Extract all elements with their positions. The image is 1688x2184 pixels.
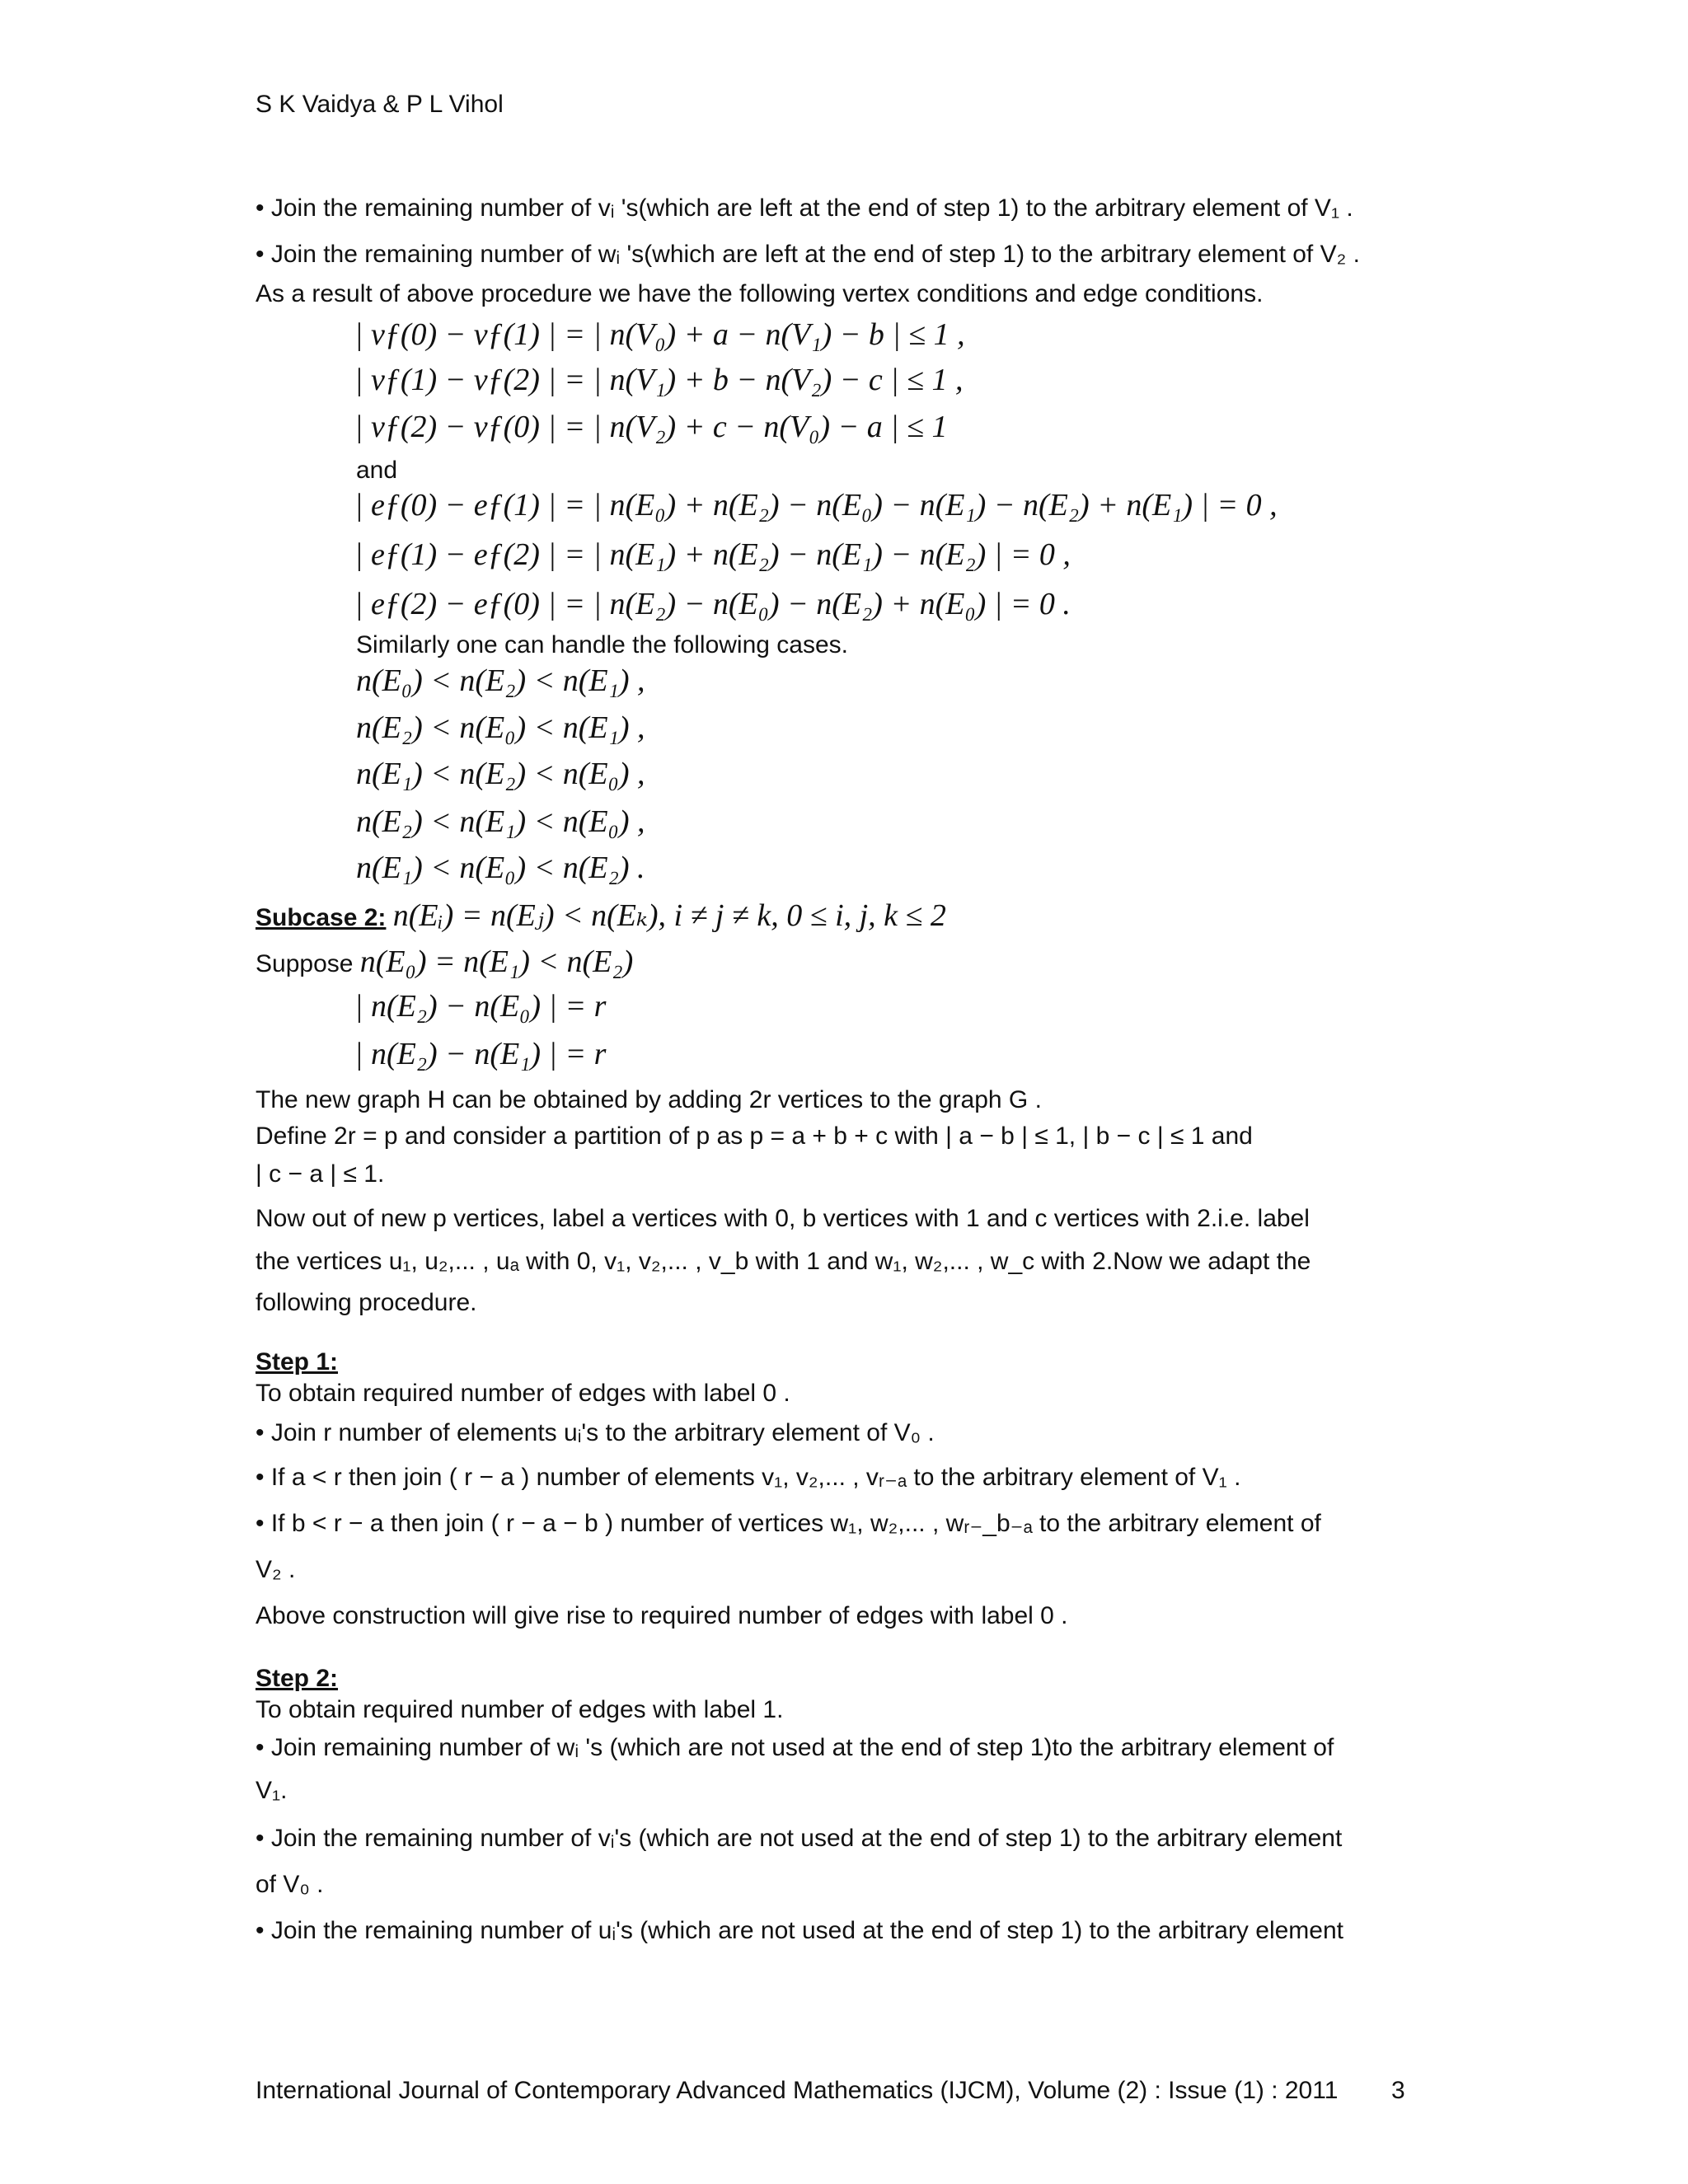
vertex-condition: | vƒ(1) − vƒ(2) | = | n(V₁) + b − n(V₂) − c | ≤ 1 ,: [354, 363, 964, 397]
paragraph-line: Now out of new p vertices, label a vertices with 0, b vertices with 1 and c vertices with 2.i.e. label: [256, 1205, 1310, 1232]
footer-page-number: 3: [1391, 2077, 1405, 2104]
vertex-condition: | vƒ(0) − vƒ(1) | = | n(V₀) + a − n(V₁) − b | ≤ 1 ,: [354, 317, 965, 352]
footer-journal: International Journal of Contemporary Advanced Mathematics (IJCM), Volume (2) : Issue (1) : 2011: [256, 2077, 1339, 2104]
difference-line: | n(E₂) − n(E₁) | = r: [354, 1037, 607, 1071]
paragraph-line: The new graph H can be obtained by adding 2r vertices to the graph G .: [256, 1086, 1042, 1113]
vertex-condition: | vƒ(2) − vƒ(0) | = | n(V₂) + c − n(V₀) − a | ≤ 1: [354, 410, 948, 444]
case-line: n(E₂) < n(E₁) < n(E₀) ,: [356, 804, 645, 839]
subcase-math: n(Eᵢ) = n(Eⱼ) < n(Eₖ), i ≠ j ≠ k, 0 ≤ i, j, k ≤ 2: [392, 898, 946, 933]
step1-line: V₂ .: [256, 1556, 296, 1583]
difference-line: | n(E₂) − n(E₀) | = r: [354, 989, 607, 1024]
bullet-join-w: • Join the remaining number of wᵢ 's(which are left at the end of step 1) to the arbitrary element of V₂ .: [256, 241, 1360, 268]
step2-line: of V₀ .: [256, 1871, 324, 1898]
suppose-math: n(E₀) = n(E₁) < n(E₂): [359, 944, 634, 979]
step2-line: • Join the remaining number of vᵢ's (which are not used at the end of step 1) to the arbitrary element: [256, 1825, 1343, 1852]
step2-line: • Join the remaining number of uᵢ's (which are not used at the end of step 1) to the arbitrary element: [256, 1917, 1343, 1944]
running-header: S K Vaidya & P L Vihol: [256, 91, 504, 118]
similarly-text: Similarly one can handle the following cases.: [356, 631, 848, 658]
suppose-line: [256, 944, 633, 981]
paragraph-line: | c − a | ≤ 1.: [256, 1160, 385, 1188]
and-word: and: [356, 457, 398, 484]
step1-heading: Step 1:: [256, 1348, 339, 1376]
step1-line: • Join r number of elements uᵢ's to the arbitrary element of V₀ .: [256, 1419, 935, 1446]
step2-line: V₁.: [256, 1777, 288, 1804]
case-line: n(E₀) < n(E₂) < n(E₁) ,: [356, 663, 645, 698]
suppose-label: Suppose: [256, 950, 354, 977]
step2-line: • Join remaining number of wᵢ 's (which are not used at the end of step 1)to the arbitrary element of: [256, 1734, 1334, 1761]
step1-line: • If b < r − a then join ( r − a − b ) number of vertices w₁, w₂,... , wᵣ₋_b₋ₐ to the arbitrary element of: [256, 1510, 1321, 1537]
case-line: n(E₂) < n(E₀) < n(E₁) ,: [356, 710, 645, 745]
step1-line: To obtain required number of edges with label 0 .: [256, 1380, 790, 1407]
subcase-heading: [256, 898, 946, 935]
subcase-label: Subcase 2:: [256, 904, 387, 931]
intro-paragraph: As a result of above procedure we have the following vertex conditions and edge conditions.: [256, 280, 1264, 307]
step2-line: To obtain required number of edges with label 1.: [256, 1696, 784, 1723]
paragraph-line: Define 2r = p and consider a partition of p as p = a + b + c with | a − b | ≤ 1, | b − c | ≤ 1 and: [256, 1122, 1253, 1150]
edge-condition: | eƒ(2) − eƒ(0) | = | n(E₂) − n(E₀) − n(E₂) + n(E₀) | = 0 .: [354, 587, 1071, 621]
step2-heading: Step 2:: [256, 1665, 339, 1692]
edge-condition: | eƒ(0) − eƒ(1) | = | n(E₀) + n(E₂) − n(E₀) − n(E₁) − n(E₂) + n(E₁) | = 0 ,: [354, 488, 1278, 523]
paragraph-line: following procedure.: [256, 1289, 477, 1316]
edge-condition: | eƒ(1) − eƒ(2) | = | n(E₁) + n(E₂) − n(E₁) − n(E₂) | = 0 ,: [354, 537, 1071, 572]
step1-line: Above construction will give rise to required number of edges with label 0 .: [256, 1602, 1068, 1629]
step1-line: • If a < r then join ( r − a ) number of elements v₁, v₂,... , vᵣ₋ₐ to the arbitrary element of V₁ .: [256, 1464, 1241, 1491]
case-line: n(E₁) < n(E₀) < n(E₂) .: [356, 851, 645, 885]
case-line: n(E₁) < n(E₂) < n(E₀) ,: [356, 757, 645, 791]
bullet-join-v: • Join the remaining number of vᵢ 's(which are left at the end of step 1) to the arbitrary element of V₁ .: [256, 194, 1353, 222]
paragraph-line: the vertices u₁, u₂,... , uₐ with 0, v₁, v₂,... , v_b with 1 and w₁, w₂,... , w_c with 2.Now we adapt the: [256, 1248, 1311, 1275]
